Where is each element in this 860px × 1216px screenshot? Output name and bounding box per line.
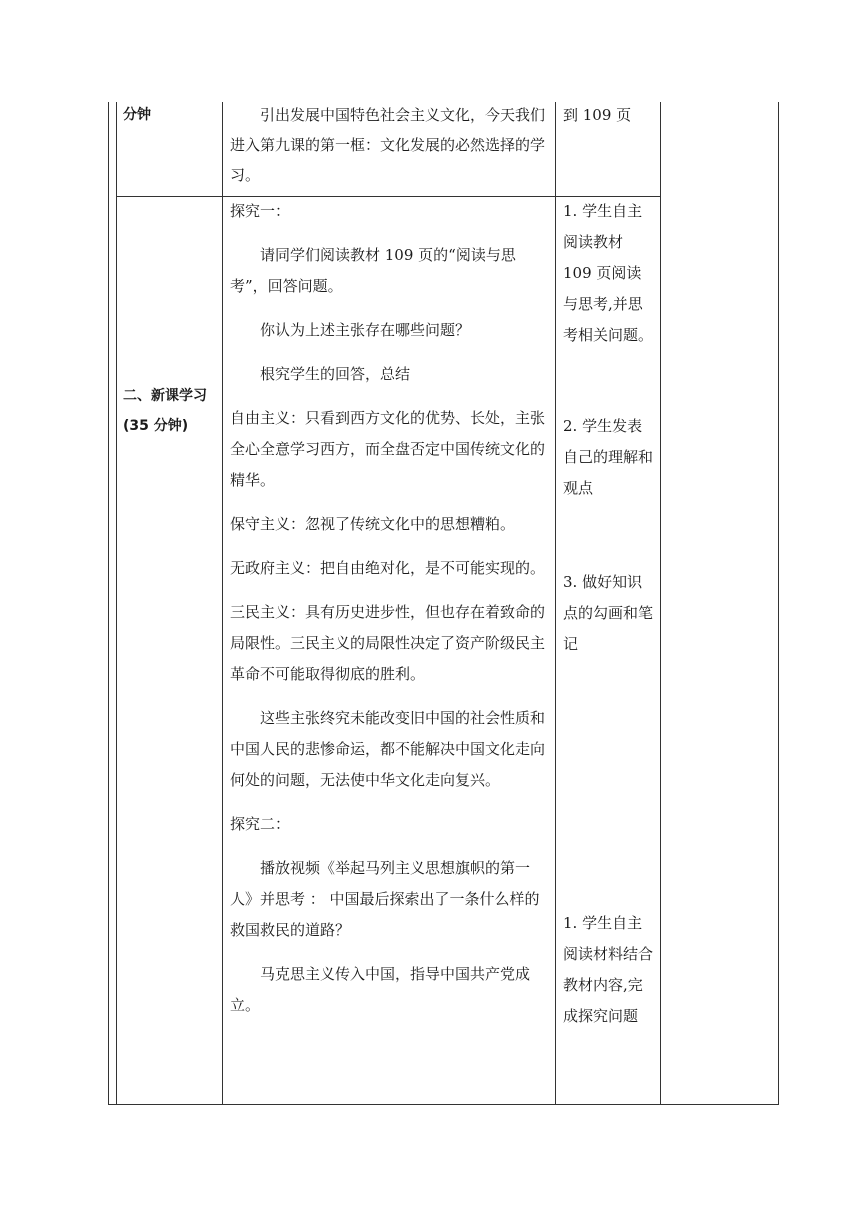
content-paragraph: 马克思主义传入中国，指导中国共产党成立。 [230, 965, 531, 1014]
content-paragraph: 你认为上述主张存在哪些问题？ [260, 321, 471, 339]
content-paragraph: 根究学生的回答，总结 [260, 365, 411, 383]
column-divider-stage [222, 102, 223, 1105]
student-activity-text: 3. 做好知识点的勾画和笔记 [563, 573, 654, 653]
row1-stage-text: 分钟 [123, 107, 151, 123]
student-activity-1 [563, 196, 656, 351]
row1-student-cell [563, 100, 655, 130]
row2-content-cell [230, 196, 550, 1021]
table-border-left-outer [108, 102, 109, 1105]
row1-student-text: 到 109 页 [563, 106, 632, 124]
content-paragraph: 播放视频《举起马列主义思想旗帜的第一人》并思考 ： 中国最后探索出了一条什么样的救国救民的道路？ [230, 859, 540, 939]
row2-stage-cell [123, 381, 220, 441]
student-activity-4 [563, 908, 656, 1032]
content-paragraph: 探究二： [230, 815, 291, 833]
content-paragraph: 无政府主义：把自由绝对化，是不可能实现的。 [230, 559, 546, 577]
row2-stage-title: 二、新课学习 [123, 388, 207, 404]
content-paragraph: 请同学们阅读教材 109 页的“阅读与思考”，回答问题。 [230, 246, 516, 295]
student-activity-2 [563, 411, 656, 504]
table-border-bottom [108, 1104, 779, 1105]
content-paragraph: 探究一： [230, 202, 291, 220]
student-activity-text: 2. 学生发表自己的理解和观点 [563, 417, 654, 497]
row1-content-text: 引出发展中国特色社会主义文化，今天我们进入第九课的第一框：文化发展的必然选择的学习。 [230, 106, 546, 184]
content-paragraph: 三民主义：具有历史进步性，但也存在着致命的局限性。三民主义的局限性决定了资产阶级民主革命不可能取得彻底的胜利。 [230, 603, 546, 683]
content-paragraph: 这些主张终究未能改变旧中国的社会性质和中国人民的悲惨命运，都不能解决中国文化走向何处的问题，无法使中华文化走向复兴。 [230, 709, 546, 789]
student-activity-text: 1. 学生自主阅读材料结合教材内容,完成探究问题 [563, 914, 654, 1025]
row1-stage-cell [123, 100, 218, 130]
row1-content-cell [230, 100, 550, 190]
row2-stage-time: (35 分钟) [123, 418, 189, 434]
content-paragraph: 保守主义：忽视了传统文化中的思想糟粕。 [230, 515, 516, 533]
table-border-left-inner [116, 102, 117, 1105]
table-border-right [778, 102, 779, 1105]
student-activity-text: 1. 学生自主阅读教材 109 页阅读与思考,并思考相关问题。 [563, 202, 654, 344]
column-divider-student [660, 102, 661, 1105]
column-divider-content [555, 102, 556, 1105]
student-activity-3 [563, 567, 656, 660]
content-paragraph: 自由主义：只看到西方文化的优势、长处，主张全心全意学习西方，而全盘否定中国传统文化的精华。 [230, 409, 546, 489]
